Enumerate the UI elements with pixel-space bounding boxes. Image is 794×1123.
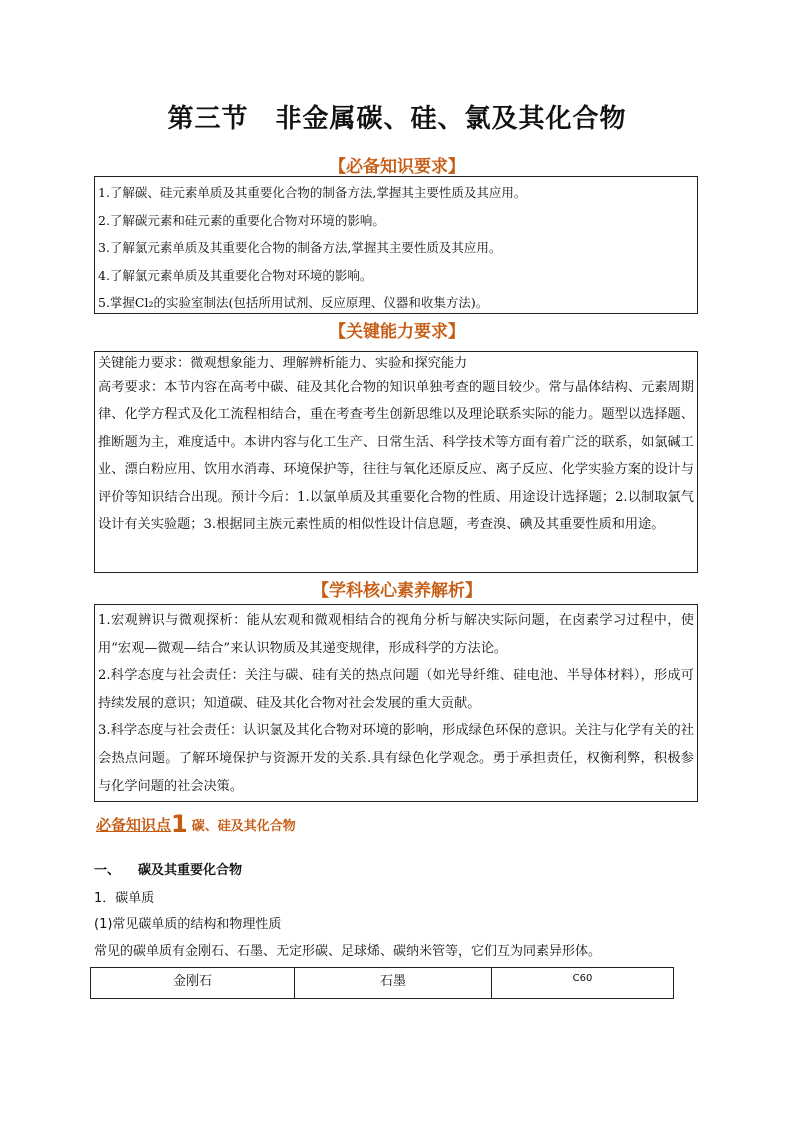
knowledge-item: 1.了解碳、硅元素单质及其重要化合物的制备方法,掌握其主要性质及其应用。: [98, 185, 527, 200]
ability-paragraph: 关键能力要求：微观想象能力、理解辨析能力、实验和探究能力: [98, 356, 468, 371]
content-heading-index: 一、: [94, 863, 121, 878]
table-header-cell: 金刚石: [91, 968, 295, 999]
content-paragraph: 常见的碳单质有金刚石、石墨、无定形碳、足球烯、碳纳米管等，它们互为同素异形体。: [94, 944, 602, 959]
literacy-box: [94, 604, 698, 802]
knowledge-point-title: [96, 810, 296, 838]
table-header-cell: [492, 968, 674, 999]
knowledge-box: [94, 176, 698, 314]
knowledge-point-prefix: 必备知识点: [96, 816, 172, 834]
content-heading-text: 碳及其重要化合物: [138, 863, 243, 878]
carbon-allotrope-table: [90, 967, 674, 999]
c60-label: C60: [572, 973, 593, 984]
content-subheading: 1．碳单质: [94, 891, 155, 906]
knowledge-point-text: 碳、硅及其化合物: [191, 819, 296, 834]
table-header-cell: 石墨: [295, 968, 492, 999]
content-heading: [94, 859, 242, 878]
knowledge-item: 5.掌握Cl₂的实验室制法(包括所用试剂、反应原理、仪器和收集方法)。: [98, 295, 489, 311]
content-subheading: (1)常见碳单质的结构和物理性质: [94, 917, 282, 932]
knowledge-item: 4.了解氯元素单质及其重要化合物对环境的影响。: [98, 267, 373, 283]
literacy-paragraph: 1.宏观辨识与微观探析：能从宏观和微观相结合的视角分析与解决实际问题，在卤素学习过程中，使用“宏观—微观—结合”来认识物质及其递变规律，形成科学的方法论。: [98, 613, 694, 656]
knowledge-point-number: 1: [171, 810, 188, 838]
ability-paragraph: 高考要求：本节内容在高考中碳、硅及其化合物的知识单独考查的题目较少。常与晶体结构、元素周期律、化学方程式及化工流程相结合，重在考查考生创新思维以及理论联系实际的能力。题型以选择题、推断题为主，难度适中。本讲内容与化工生产、日常生活、科学技术等方面有着广泛的联系，如氯碱工业、漂白粉应用、饮用水消毒、环境保护等，往往与氧化还原反应、离子反应、化学实验方案的设计与评价等知识结合出现。预计今后：1.以氯单质及其重要化合物的性质、用途设计选择题；2.以制取氯气设计有关实验题；3.根据同主族元素性质的相似性设计信息题，考查溴、碘及其重要性质和用途。: [98, 380, 694, 533]
literacy-paragraph: 2.科学态度与社会责任：关注与碳、硅有关的热点问题（如光导纤维、硅电池、半导体材料），形成可持续发展的意识；知道碳、硅及其化合物对社会发展的重大贡献。: [98, 668, 694, 711]
ability-box: [94, 351, 698, 573]
section-heading-literacy: 【学科核心素养解析】: [312, 581, 482, 601]
knowledge-item: 2.了解碳元素和硅元素的重要化合物对环境的影响。: [98, 212, 385, 228]
section-heading-ability: 【关键能力要求】: [329, 322, 465, 342]
section-heading-knowledge: 【必备知识要求】: [329, 157, 465, 177]
literacy-paragraph: 3.科学态度与社会责任：认识氯及其化合物对环境的影响，形成绿色环保的意识。关注与化学有关的社会热点问题。了解环境保护与资源开发的关系.具有绿色化学观念。勇于承担责任，权衡利弊，积极参与化学问题的社会决策。: [98, 723, 694, 794]
knowledge-item: 3.了解氯元素单质及其重要化合物的制备方法,掌握其主要性质及其应用。: [98, 240, 502, 256]
table-row: [91, 968, 674, 999]
page-title: 第三节 非金属碳、硅、氯及其化合物: [167, 104, 627, 134]
